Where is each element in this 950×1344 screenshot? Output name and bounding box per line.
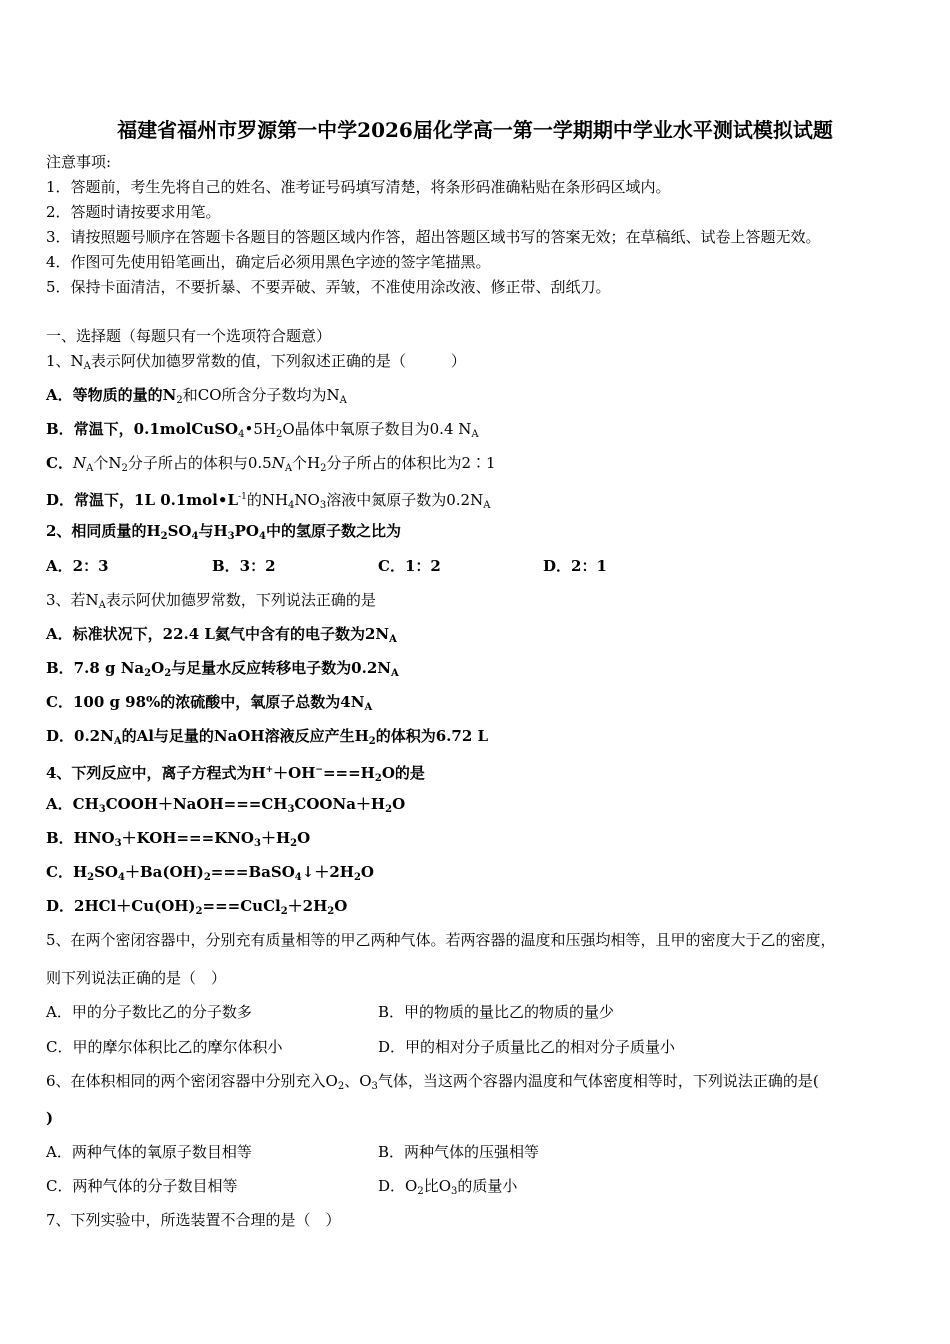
notice-2: 2．答题时请按要求用笔。 bbox=[46, 203, 221, 221]
q2-option-c: C．1：2 bbox=[378, 557, 441, 575]
q6-option-c: C．两种气体的分子数目相等 bbox=[46, 1177, 238, 1195]
q5-option-d: D．甲的相对分子质量比乙的相对分子质量小 bbox=[378, 1038, 676, 1056]
q5-option-a: A．甲的分子数比乙的分子数多 bbox=[46, 1003, 252, 1021]
q2-option-d: D．2：1 bbox=[543, 557, 607, 575]
q1-option-c: C．$N_A$个$N_2$分子所占的体积与$0.5N_A$个$H_2$分子所占的体积比为2∶1 bbox=[46, 454, 496, 474]
q3-option-b: B．7.8 g $Na_2O_2$与足量水反应转移电子数为$0.2N_A$ bbox=[46, 659, 399, 679]
q6-stem-line2: ) bbox=[46, 1109, 54, 1127]
notice-1: 1．答题前，考生先将自己的姓名、准考证号码填写清楚，将条形码准确粘贴在条形码区域内。 bbox=[46, 178, 671, 196]
q4-option-d: D．$2HCl+Cu(OH)_2===CuCl_2+2H_2O$ bbox=[46, 897, 348, 917]
q6-option-d: D．$O_2$比$O_3$的质量小 bbox=[378, 1177, 518, 1197]
q1-option-a: A．等物质的量的$N_2$和CO所含分子数均为$N_A$ bbox=[46, 386, 347, 406]
q3-stem: 3、若$N_A$表示阿伏加德罗常数，下列说法正确的是 bbox=[46, 591, 376, 611]
q5-option-c: C．甲的摩尔体积比乙的摩尔体积小 bbox=[46, 1038, 283, 1056]
q4-stem: 4、下列反应中，离子方程式为$H^++OH^-===H_2O$的是 bbox=[46, 764, 425, 784]
q5-option-b: B．甲的物质的量比乙的物质的量少 bbox=[378, 1003, 615, 1021]
q5-stem-line2: 则下列说法正确的是（ ） bbox=[46, 969, 227, 987]
notice-4: 4．作图可先使用铅笔画出，确定后必须用黑色字迹的签字笔描黑。 bbox=[46, 253, 491, 271]
q5-stem-line1: 5、在两个密闭容器中，分别充有质量相等的甲乙两种气体。若两容器的温度和压强均相等，且甲的密度大于乙的密度， bbox=[46, 931, 836, 949]
q7-stem: 7、下列实验中，所选装置不合理的是（ ） bbox=[46, 1211, 341, 1229]
q3-option-a: A．标准状况下，22.4 L氦气中含有的电子数为$2N_A$ bbox=[46, 625, 397, 645]
q6-option-b: B．两种气体的压强相等 bbox=[378, 1143, 540, 1161]
section-heading: 一、选择题（每题只有一个选项符合题意） bbox=[46, 327, 332, 345]
q1-option-d: D．常温下，1L $0.1mol•L^{-1}$的$NH_4NO_3$溶液中氮原子数为$0.2N_A$ bbox=[46, 491, 491, 511]
notice-5: 5．保持卡面清洁，不要折暴、不要弄破、弄皱，不准使用涂改液、修正带、刮纸刀。 bbox=[46, 278, 611, 296]
q1-stem: 1、$N_A$表示阿伏加德罗常数的值，下列叙述正确的是（ ） bbox=[46, 352, 466, 372]
q3-option-c: C．100 g 98%的浓硫酸中，氧原子总数为$4N_A$ bbox=[46, 693, 373, 713]
q4-option-b: B．$HNO_3+KOH===KNO_3+H_2O$ bbox=[46, 829, 311, 849]
q6-stem-line1: 6、在体积相同的两个密闭容器中分别充入$O_2$、$O_3$气体，当这两个容器内温度和气体密度相等时，下列说法正确的是( bbox=[46, 1072, 819, 1092]
q2-option-b: B．3：2 bbox=[212, 557, 276, 575]
notice-title: 注意事项: bbox=[46, 153, 112, 171]
q1-option-b: B．常温下，$0.1molCuSO_4•5H_2O$晶体中氧原子数目为0.4 $N_A$ bbox=[46, 420, 479, 440]
q2-stem: 2、相同质量的$H_2SO_4$与$H_3PO_4$中的氢原子数之比为 bbox=[46, 522, 401, 542]
q3-option-d: D．$0.2N_A$的Al与足量的NaOH溶液反应产生$H_2$的体积为6.72 L bbox=[46, 727, 489, 747]
q4-option-c: C．$H_2SO_4+Ba(OH)_2===BaSO_4↓+2H_2O$ bbox=[46, 863, 374, 883]
notice-3: 3．请按照题号顺序在答题卡各题目的答题区域内作答，超出答题区域书写的答案无效；在草稿纸、试卷上答题无效。 bbox=[46, 228, 821, 246]
q2-option-a: A．2：3 bbox=[46, 557, 109, 575]
q4-option-a: A．$CH_3COOH+NaOH===CH_3COONa+H_2O$ bbox=[46, 795, 406, 815]
page-title: 福建省福州市罗源第一中学2026届化学高一第一学期期中学业水平测试模拟试题 bbox=[117, 118, 833, 142]
q6-option-a: A．两种气体的氧原子数目相等 bbox=[46, 1143, 252, 1161]
